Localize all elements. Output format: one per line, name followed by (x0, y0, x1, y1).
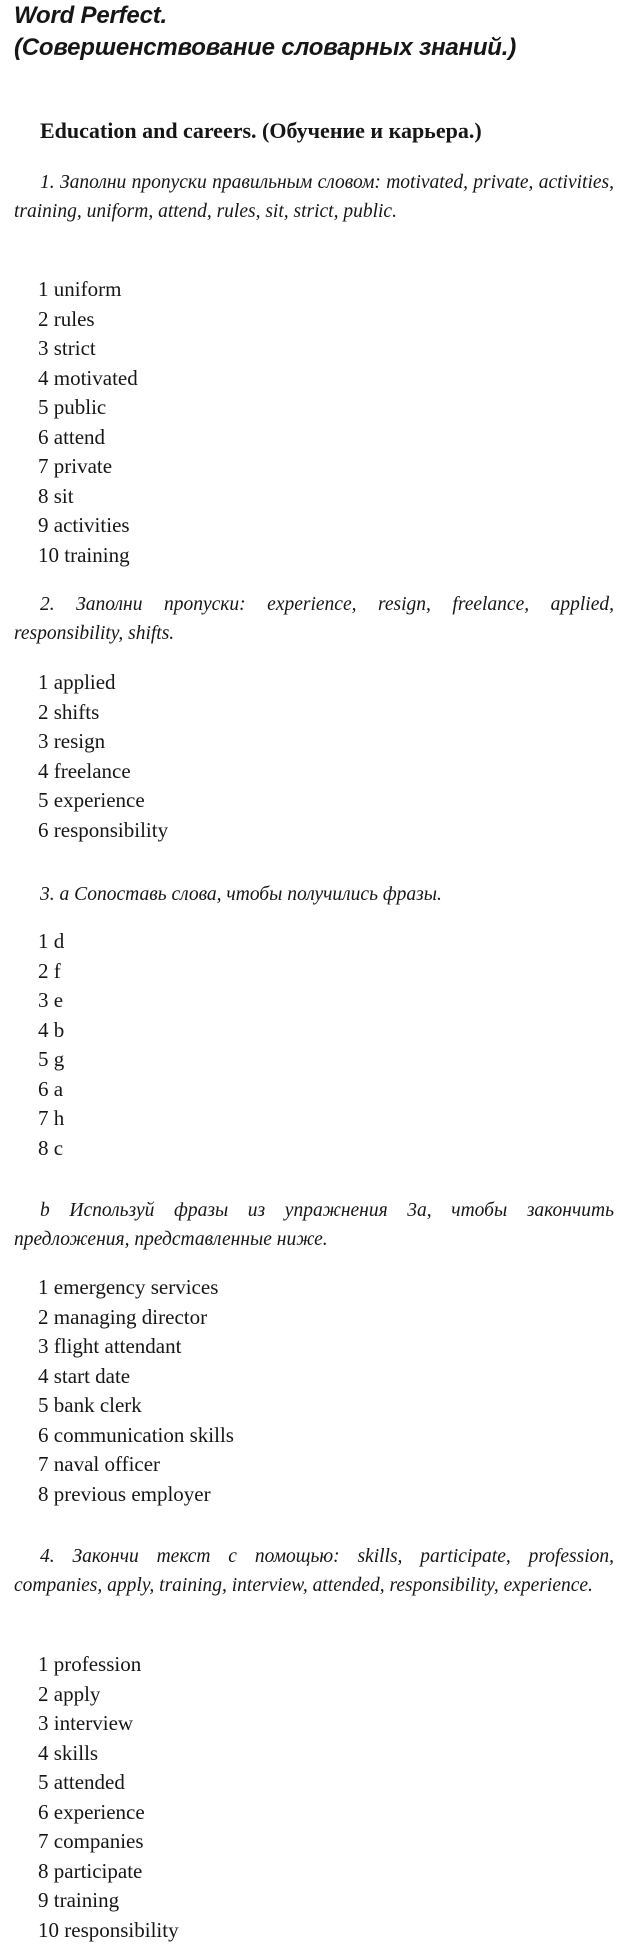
exercise-1-instruction: 1. Заполни пропуски правильным словом: motivated, private, activities, training, uniform, attend, rules, sit, strict, public. (14, 172, 614, 222)
answer-item: 7 companies (38, 1829, 144, 1853)
answer-item: 3 flight attendant (38, 1334, 182, 1358)
answer-item: 1 applied (38, 670, 116, 694)
exercise-3b-instruction: b Используй фразы из упражнения 3а, чтобы закончить предложения, представленные ниже. (14, 1200, 614, 1250)
answer-item: 10 responsibility (38, 1917, 179, 1942)
answer-item: 5 experience (38, 788, 145, 812)
exercise-2-instruction: 2. Заполни пропуски: experience, resign, freelance, applied, responsibility, shifts. (14, 594, 614, 644)
answer-item: 1 d (38, 929, 65, 953)
title-line-2: (Совершенствование словарных знаний.) (14, 34, 517, 61)
answer-item: 5 public (38, 395, 107, 419)
answer-item: 4 motivated (38, 365, 138, 390)
answer-item: 9 training (38, 1888, 120, 1912)
answer-item: 6 communication skills (38, 1422, 234, 1447)
exercise-3b-answers (38, 1273, 234, 1509)
answer-item: 6 experience (38, 1799, 145, 1824)
answer-item: 3 interview (38, 1711, 134, 1735)
answer-item: 4 b (38, 1017, 65, 1042)
exercise-3a-instruction: 3. a Сопоставь слова, чтобы получились фразы. (40, 884, 442, 905)
answer-item: 1 uniform (38, 277, 122, 301)
answer-item: 4 skills (38, 1740, 99, 1765)
section-heading: Education and careers. (Обучение и карьера.) (40, 118, 482, 143)
answer-item: 5 attended (38, 1770, 125, 1794)
answer-item: 7 h (38, 1106, 65, 1130)
exercise-1-answers (38, 275, 138, 570)
exercise-4-answers (38, 1650, 179, 1945)
answer-item: 7 private (38, 454, 113, 478)
answer-item: 8 previous employer (38, 1481, 211, 1506)
answer-item: 3 strict (38, 336, 96, 360)
answer-item: 1 profession (38, 1652, 142, 1676)
answer-item: 3 e (38, 988, 64, 1012)
answer-item: 9 activities (38, 513, 130, 537)
exercise-3a-answers (38, 927, 64, 1163)
title-line-1: Word Perfect. (14, 2, 167, 29)
exercise-4-instruction: 4. Закончи текст с помощью: skills, participate, profession, companies, apply, training, interview, attended, responsibility, experience. (14, 1546, 614, 1596)
answer-item: 6 attend (38, 424, 106, 449)
answer-item: 1 emergency services (38, 1275, 219, 1299)
exercise-2-answers (38, 668, 168, 845)
answer-item: 6 a (38, 1076, 64, 1101)
answer-item: 8 c (38, 1135, 64, 1160)
answer-item: 3 resign (38, 729, 106, 753)
answer-item: 5 bank clerk (38, 1393, 142, 1417)
answer-item: 2 f (38, 958, 61, 983)
answer-item: 5 g (38, 1047, 65, 1071)
answer-item: 4 start date (38, 1363, 131, 1388)
answer-item: 2 apply (38, 1681, 101, 1706)
answer-item: 2 rules (38, 306, 95, 331)
answer-item: 10 training (38, 542, 130, 567)
answer-item: 2 managing director (38, 1304, 208, 1329)
answer-item: 8 participate (38, 1858, 143, 1883)
answer-item: 6 responsibility (38, 817, 169, 842)
answer-item: 8 sit (38, 483, 74, 508)
answer-item: 7 naval officer (38, 1452, 161, 1476)
answer-item: 2 shifts (38, 699, 100, 724)
answer-item: 4 freelance (38, 758, 131, 783)
